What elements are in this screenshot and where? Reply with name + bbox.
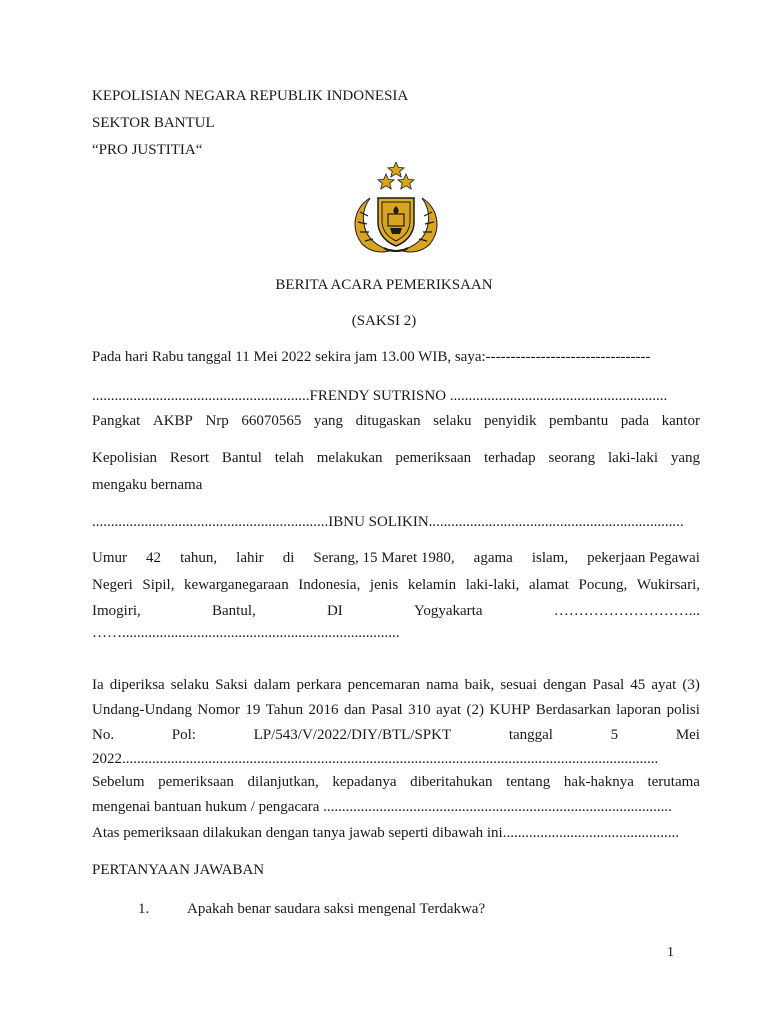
- word: DI: [326, 603, 343, 619]
- word: tentang: [506, 774, 551, 790]
- identity-line-3: [92, 601, 700, 621]
- word: 45: [630, 677, 646, 693]
- word: selaku: [170, 677, 210, 693]
- word: terhadap: [484, 450, 536, 466]
- question-number: 1.: [138, 901, 150, 917]
- identity-line-1: [92, 548, 700, 568]
- word: islam,: [531, 550, 569, 566]
- word: pemeriksaan: [158, 774, 234, 790]
- word: Pol:: [171, 727, 196, 743]
- word: melakukan: [316, 450, 383, 466]
- word: Negeri: [92, 577, 133, 593]
- word: lahir: [236, 550, 264, 566]
- dotted-leader: ..........................................................: [446, 388, 668, 404]
- case-line-3: [92, 725, 700, 745]
- word: perkara: [296, 677, 342, 693]
- police-emblem-icon: [348, 162, 444, 256]
- header-pro-justitia: “PRO JUSTITIA“: [92, 142, 203, 158]
- word: alamat: [529, 577, 569, 593]
- word: agama: [473, 550, 513, 566]
- word: Pocung,: [578, 577, 628, 593]
- word: penyidik: [484, 413, 537, 429]
- word: 310: [408, 702, 431, 718]
- word: selaku: [433, 413, 472, 429]
- word: Indonesia,: [298, 577, 361, 593]
- word: Sipil,: [142, 577, 175, 593]
- rights-line-1: [92, 772, 700, 792]
- word: (3): [682, 677, 700, 693]
- dotted-leader: ...............................................................: [92, 514, 329, 530]
- word: diberitahukan: [410, 774, 493, 790]
- word: Resort: [169, 450, 210, 466]
- word: Tahun: [265, 702, 304, 718]
- word: kantor: [661, 413, 700, 429]
- word: kepadanya: [332, 774, 397, 790]
- word: dalam: [253, 677, 291, 693]
- word: 19: [245, 702, 261, 718]
- word: 5: [610, 727, 619, 743]
- word: nama: [426, 677, 459, 693]
- word: Bantul,: [211, 603, 256, 619]
- word: terutama: [647, 774, 700, 790]
- word: dan: [343, 702, 366, 718]
- word: kelamin: [407, 577, 457, 593]
- header-sector: SEKTOR BANTUL: [92, 115, 215, 131]
- document-title: BERITA ACARA PEMERIKSAAN: [275, 277, 493, 293]
- word: Pasal: [371, 702, 403, 718]
- word: Saksi: [215, 677, 248, 693]
- witness-line: [92, 512, 684, 532]
- word: laki-laki: [608, 450, 658, 466]
- word: Sebelum: [92, 774, 145, 790]
- word: pemeriksaan: [395, 450, 472, 466]
- word: AKBP: [152, 413, 193, 429]
- word: pekerjaan Pegawai: [587, 550, 700, 566]
- word: ………………………...: [553, 603, 700, 619]
- office-line-2: mengaku bernama: [92, 477, 203, 493]
- word: Serang, 15 Maret 1980,: [313, 550, 455, 566]
- word: Undang-Undang: [92, 702, 192, 718]
- word: pencemaran: [347, 677, 421, 693]
- page-number: 1: [667, 945, 674, 960]
- word: jenis: [369, 577, 399, 593]
- word: yang: [670, 450, 700, 466]
- word: yang: [313, 413, 344, 429]
- word: Pangkat: [92, 413, 141, 429]
- rights-line-2: mengenai bantuan hukum / pengacara .............................................................................................: [92, 799, 672, 815]
- word: Mei: [675, 727, 700, 743]
- office-line: [92, 448, 700, 468]
- dotted-leader: ..........................................................: [92, 388, 310, 404]
- case-line-2: [92, 700, 700, 720]
- word: sesuai: [500, 677, 537, 693]
- word: laporan: [616, 702, 662, 718]
- investigator-line: [92, 386, 667, 406]
- word: diperiksa: [109, 677, 165, 693]
- word: ayat: [651, 677, 677, 693]
- word: kewarganegaraan: [184, 577, 289, 593]
- word: di: [282, 550, 295, 566]
- word: Berdasarkan: [535, 702, 611, 718]
- investigator-name: FRENDY SUTRISNO: [309, 388, 447, 404]
- word: polisi: [666, 702, 700, 718]
- word: tanggal: [508, 727, 553, 743]
- section-heading: PERTANYAAN JAWABAN: [92, 862, 265, 878]
- identity-line-4: ……..........................................................................: [92, 625, 400, 641]
- word: laki-laki,: [465, 577, 520, 593]
- word: Bantul: [221, 450, 262, 466]
- word: KUHP: [489, 702, 531, 718]
- word: Kepolisian: [92, 450, 157, 466]
- question-text: Apakah benar saudara saksi mengenal Terdakwa?: [187, 901, 486, 917]
- word: 2016: [308, 702, 339, 718]
- word: dengan: [543, 677, 587, 693]
- word: Pasal: [592, 677, 625, 693]
- rank-line: [92, 411, 700, 431]
- word: tahun,: [180, 550, 218, 566]
- case-line-1: [92, 675, 700, 695]
- word: Umur: [92, 550, 127, 566]
- dotted-leader: ....................................................................: [428, 514, 684, 530]
- word: pada: [620, 413, 650, 429]
- word: 42: [146, 550, 162, 566]
- witness-name: IBNU SOLIKIN: [328, 514, 429, 530]
- word: Nrp: [205, 413, 229, 429]
- word: ayat: [436, 702, 462, 718]
- word: Wukirsari,: [636, 577, 700, 593]
- word: 66070565: [241, 413, 302, 429]
- word: hak-haknya: [563, 774, 634, 790]
- word: pembantu: [549, 413, 609, 429]
- word: Yogyakarta: [414, 603, 483, 619]
- word: (2): [466, 702, 485, 718]
- word: ditugaskan: [355, 413, 421, 429]
- word: baik,: [464, 677, 495, 693]
- opening-line: Pada hari Rabu tanggal 11 Mei 2022 sekira jam 13.00 WIB, saya:---------------------------------: [92, 349, 651, 365]
- word: No.: [92, 727, 115, 743]
- word: seorang: [548, 450, 596, 466]
- word: dilanjutkan,: [247, 774, 319, 790]
- case-line-4: 2022...............................................................................................................................................: [92, 751, 659, 767]
- identity-line-2: [92, 575, 700, 595]
- header-institution: KEPOLISIAN NEGARA REPUBLIK INDONESIA: [92, 88, 409, 104]
- word: telah: [274, 450, 304, 466]
- word: LP/543/V/2022/DIY/BTL/SPKT: [253, 727, 452, 743]
- document-subtitle: (SAKSI 2): [351, 313, 417, 329]
- word: Imogiri,: [92, 603, 141, 619]
- word: Ia: [92, 677, 104, 693]
- word: Nomor: [197, 702, 240, 718]
- qa-intro-line: Atas pemeriksaan dilakukan dengan tanya jawab seperti dibawah ini...............................................: [92, 825, 679, 841]
